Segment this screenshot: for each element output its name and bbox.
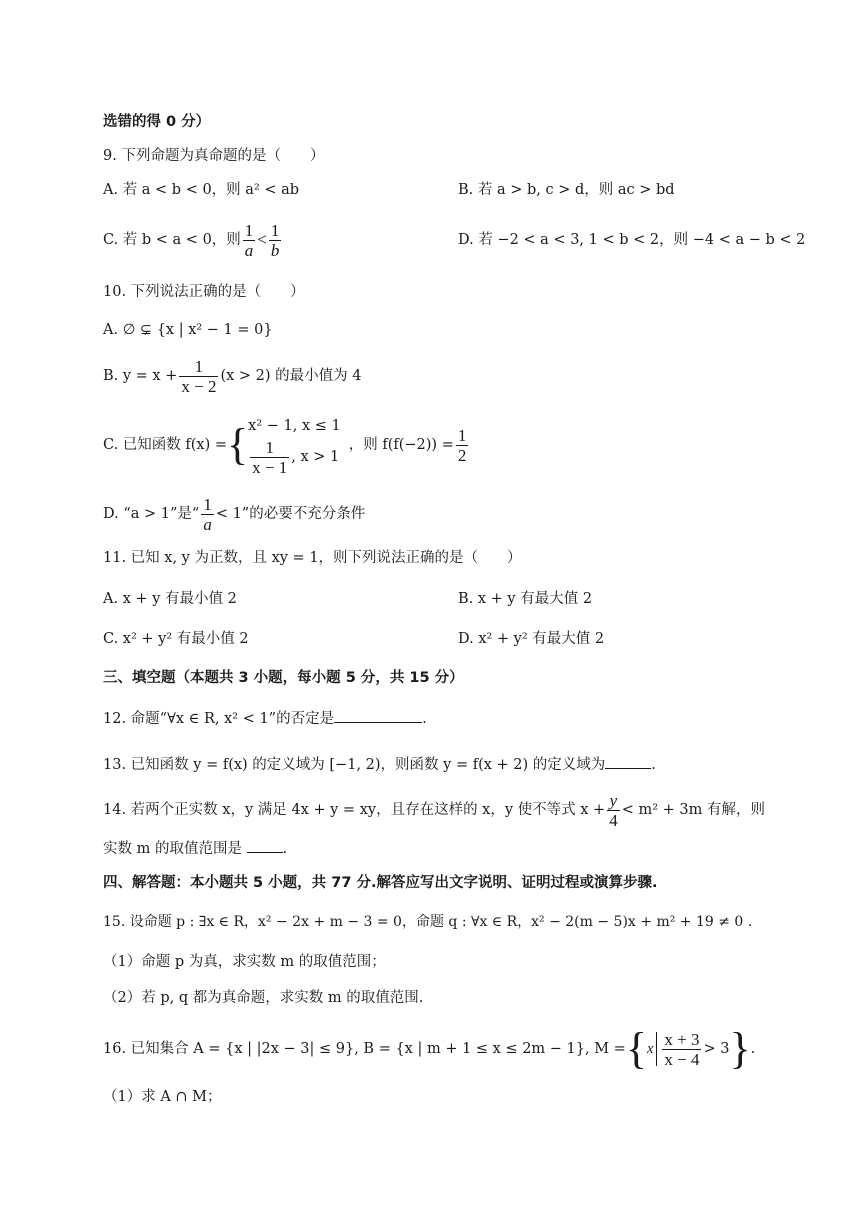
fraction-x-plus-3-over-x-minus-4: $\frac{x + 3}{x - 4}$ (664, 1029, 700, 1069)
q9-stem: 9. 下列命题为真命题的是（ ） (103, 148, 325, 164)
piecewise-cases (248, 414, 341, 477)
section-4-heading: 四、解答题：本小题共 5 小题，共 77 分.解答应写出文字说明、证明过程或演算步骤. (103, 875, 658, 891)
q9-option-d: D. 若 −2 < a < 3, 1 < b < 2，则 −4 < a − b < 2 (458, 232, 806, 248)
q15-stem: 15. 设命题 p : ∃x ∈ R，x² − 2x + m − 3 = 0，命题 q : ∀x ∈ R，x² − 2(m − 5)x + m² + 19 ≠ 0 . (103, 914, 753, 930)
q9-option-a: A. 若 a < b < 0，则 a² < ab (103, 182, 300, 198)
q10-option-c: C. 已知函数 f(x) = { x² − 1, x ≤ 1 $\frac{1}{x - 1}$ , x > 1 ，则 f(f(−2)) = $\frac{1}{2}$ (103, 410, 470, 480)
q11-option-a: A. x + y 有最小值 2 (103, 591, 237, 607)
answer-blank[interactable] (334, 708, 422, 723)
section-3-heading: 三、填空题（本题共 3 小题，每小题 5 分，共 15 分） (103, 670, 464, 686)
fraction-1-over-a: $\frac{1}{a}$ (203, 494, 212, 534)
q14-line-1: 14. 若两个正实数 x，y 满足 4x + y = xy，且存在这样的 x，y 使不等式 x + $\frac{y}{4}$ < m² + 3m 有解，则 (103, 790, 765, 830)
q16-stem: 16. 已知集合 A = {x | |2x − 3| ≤ 9}, B = {x | m + 1 ≤ x ≤ 2m − 1}, M = { x $\frac{x + 3}{x - 4}$ > 3 } . (103, 1024, 756, 1073)
set-builder-bar (656, 1032, 657, 1066)
q9-option-c-prefix: C. 若 b < a < 0，则 (103, 232, 241, 248)
q9-option-c: C. 若 b < a < 0，则 $\frac{1}{a}$ < $\frac{1}{b}$ (103, 220, 280, 260)
fraction-1-over-b: $\frac{1}{b}$ (270, 220, 280, 260)
q12: 12. 命题“∀x ∈ R, x² < 1”的否定是 . (103, 708, 427, 729)
q15-part-2: （2）若 p, q 都为真命题，求实数 m 的取值范围. (103, 990, 424, 1006)
q10-option-d: D. “a > 1”是“ $\frac{1}{a}$ < 1”的必要不充分条件 (103, 494, 366, 534)
fraction-y-over-4: $\frac{y}{4}$ (609, 790, 618, 830)
q11-stem: 11. 已知 x, y 为正数，且 xy = 1，则下列说法正确的是（ ） (103, 550, 522, 566)
q16-part-1: （1）求 A ∩ M； (103, 1089, 222, 1105)
q14-line-2: 实数 m 的取值范围是 . (103, 838, 287, 859)
fraction-1-over-a: $\frac{1}{a}$ (244, 220, 254, 260)
fraction-1-over-x-minus-2: $\frac{1}{x - 2}$ (181, 356, 217, 396)
header-fragment: 选错的得 0 分） (103, 114, 211, 130)
q10-stem: 10. 下列说法正确的是（ ） (103, 284, 305, 300)
q10-option-b: B. y = x + $\frac{1}{x - 2}$ (x > 2) 的最小值为 4 (103, 356, 362, 396)
q15-part-1: （1）命题 p 为真，求实数 m 的取值范围； (103, 954, 386, 970)
answer-blank[interactable] (247, 838, 283, 853)
q11-option-d: D. x² + y² 有最大值 2 (458, 631, 605, 647)
answer-blank[interactable] (605, 754, 651, 769)
q10-option-a: A. ∅ ⊊ {x | x² − 1 = 0} (103, 322, 273, 338)
fraction-1-over-2: $\frac{1}{2}$ (457, 425, 467, 465)
case-1: x² − 1, x ≤ 1 (248, 417, 341, 434)
q11-option-b: B. x + y 有最大值 2 (458, 591, 593, 607)
q9-option-b: B. 若 a > b, c > d，则 ac > bd (458, 182, 675, 198)
q13: 13. 已知函数 y = f(x) 的定义域为 [−1, 2)，则函数 y = f(x + 2) 的定义域为 . (103, 754, 656, 775)
q11-option-c: C. x² + y² 有最小值 2 (103, 631, 249, 647)
case-2: $\frac{1}{x - 1}$ , x > 1 (252, 437, 340, 477)
